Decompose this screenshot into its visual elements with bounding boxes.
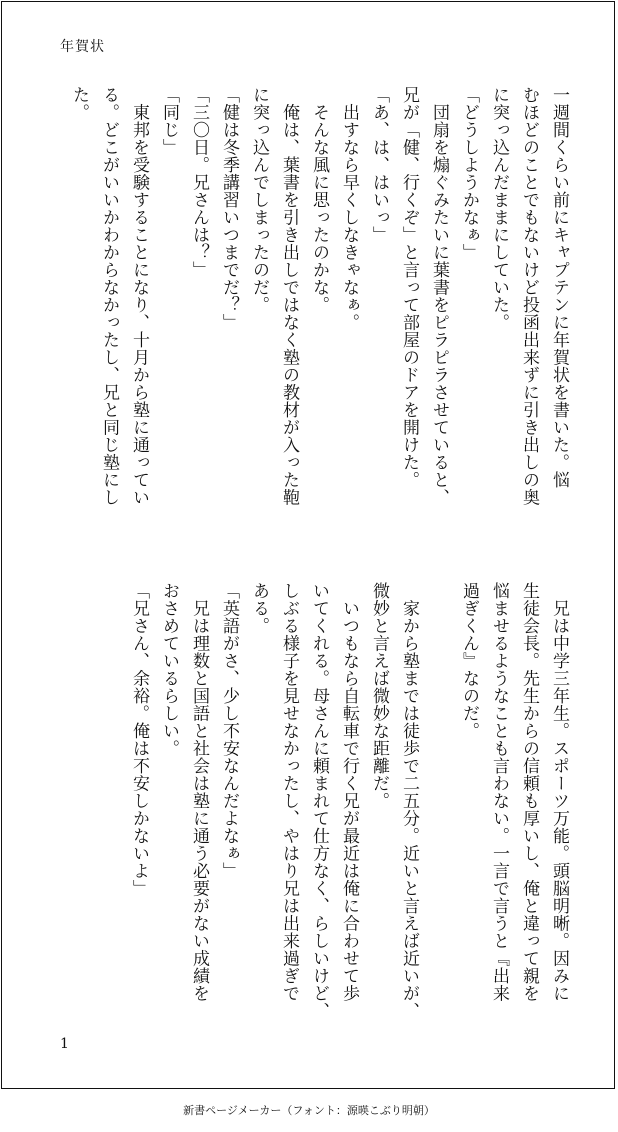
text-line: しぶる様子を見せなかったし、やはり兄は出来過ぎで bbox=[279, 582, 299, 1002]
text-line: 出すなら早くしなきゃなぁ。 bbox=[339, 86, 359, 331]
text-block-top bbox=[54, 86, 574, 546]
text-line: 団扇を煽ぐみたいに葉書をピラピラさせていると、 bbox=[429, 86, 449, 506]
text-line: に突っ込んでしまったのだ。 bbox=[249, 86, 269, 314]
page-number: 1 bbox=[60, 1036, 69, 1052]
text-line: 兄が「健、行くぞ」と言って部屋のドアを開けた。 bbox=[399, 86, 419, 489]
text-line: 過ぎくん』なのだ。 bbox=[459, 582, 479, 740]
text-line: に突っ込んだままにしていた。 bbox=[489, 86, 509, 331]
text-line: 家から塾までは徒歩で二五分。近いと言えば近いが、 bbox=[399, 582, 419, 1020]
text-line: 俺は、葉書を引き出しではなく塾の教材が入った鞄 bbox=[279, 86, 299, 506]
text-line: そんな風に思ったのかな。 bbox=[309, 86, 329, 314]
text-line: おさめているらしい。 bbox=[159, 582, 179, 757]
text-line: 「あ、は、はいっ」 bbox=[369, 86, 389, 244]
text-line: むほどのことでもないけど投函出来ずに引き出しの奥 bbox=[519, 86, 539, 506]
text-line: 「三〇日。兄さんは？」 bbox=[189, 86, 209, 279]
text-line: 悩ませるようなことも言わない。一言で言うと『出来 bbox=[489, 582, 509, 1002]
text-line: 「どうしようかなぁ」 bbox=[459, 86, 479, 261]
text-line: 微妙と言えば微妙な距離だ。 bbox=[369, 582, 389, 810]
text-line: いてくれる。母さんに頼まれて仕方なく、らしいけど、 bbox=[309, 582, 329, 1020]
text-line: 東邦を受験することになり、十月から塾に通ってい bbox=[129, 86, 149, 506]
running-title: 年賀状 bbox=[60, 39, 105, 55]
text-line: 「健は冬季講習いつまでだ？」 bbox=[219, 86, 239, 331]
text-line: る。どこがいいかわからなかったし、兄と同じ塾にし bbox=[99, 86, 119, 506]
text-line: 「英語がさ、少し不安なんだよなぁ」 bbox=[219, 582, 239, 880]
text-line: 「兄さん、余裕。俺は不安しかないよ」 bbox=[129, 582, 149, 897]
text-line: 「同じ」 bbox=[159, 86, 179, 156]
text-line: 兄は理数と国語と社会は塾に通う必要がない成績を bbox=[189, 582, 209, 1002]
text-line: 生徒会長。先生からの信頼も厚いし、俺と違って親を bbox=[519, 582, 539, 1002]
text-line: 一週間くらい前にキャプテンに年賀状を書いた。悩 bbox=[549, 86, 569, 489]
text-line: ある。 bbox=[249, 582, 269, 635]
blank-line bbox=[424, 582, 454, 1032]
text-line: いつもなら自転車で行く兄が最近は俺に合わせて歩 bbox=[339, 582, 359, 1002]
text-line: 兄は中学三年生。スポーツ万能。頭脳明晰。因みに bbox=[549, 582, 569, 1002]
generator-caption: 新書ページメーカー（フォント：源暎こぶり明朝） bbox=[183, 1104, 435, 1117]
text-line: た。 bbox=[69, 86, 89, 121]
text-block-bottom bbox=[54, 582, 574, 1032]
